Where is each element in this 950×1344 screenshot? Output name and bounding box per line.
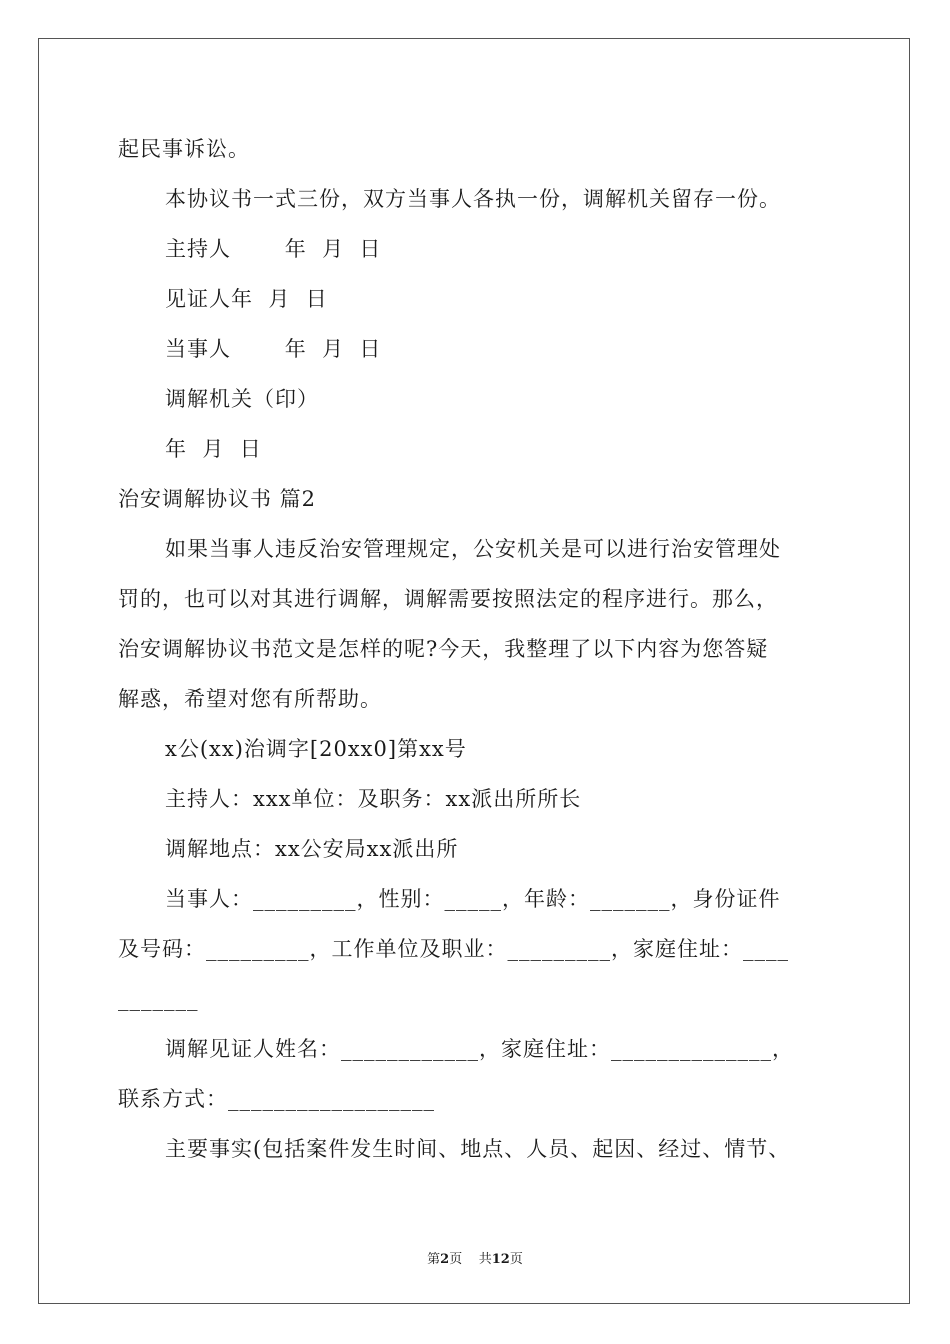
text-line: 当事人：_________，性别：_____，年龄：_______，身份证件	[165, 887, 781, 911]
footer-current-page: 2	[440, 1252, 450, 1267]
section-heading: 治安调解协议书 篇2	[118, 487, 317, 511]
text-line: 联系方式：__________________	[118, 1087, 435, 1111]
text-line: 起民事诉讼。	[118, 137, 250, 161]
text-line: 罚的，也可以对其进行调解，调解需要按照法定的程序进行。那么，	[118, 587, 778, 611]
footer-suffix: 页	[509, 1252, 523, 1267]
text-line: 解惑，希望对您有所帮助。	[118, 687, 382, 711]
text-line: 调解地点：xx公安局xx派出所	[165, 837, 459, 861]
page-border	[38, 38, 910, 1304]
footer-prefix: 第	[427, 1252, 441, 1267]
text-line: 如果当事人违反治安管理规定，公安机关是可以进行治安管理处	[165, 537, 781, 561]
text-line: _______	[118, 987, 199, 1011]
text-line: 治安调解协议书范文是怎样的呢?今天，我整理了以下内容为您答疑	[118, 637, 769, 661]
text-line: 当事人 年 月 日	[165, 337, 382, 361]
text-line: 主要事实(包括案件发生时间、地点、人员、起因、经过、情节、	[165, 1137, 791, 1161]
text-line: x公(xx)治调字[20xx0]第xx号	[165, 737, 467, 761]
text-line: 见证人年 月 日	[165, 287, 328, 311]
footer-total-pages: 12	[491, 1252, 510, 1267]
text-line: 本协议书一式三份，双方当事人各执一份，调解机关留存一份。	[165, 187, 781, 211]
text-line: 调解机关（印）	[165, 387, 319, 411]
text-line: 主持人：xxx单位：及职务：xx派出所所长	[165, 787, 582, 811]
footer-mid: 页 共	[449, 1252, 492, 1267]
text-line: 主持人 年 月 日	[165, 237, 382, 261]
text-line: 年 月 日	[165, 437, 262, 461]
page-footer	[0, 1248, 950, 1267]
text-line: 及号码：_________，工作单位及职业：_________，家庭住址：____	[118, 937, 789, 961]
text-line: 调解见证人姓名：____________，家庭住址：______________，	[165, 1037, 794, 1061]
